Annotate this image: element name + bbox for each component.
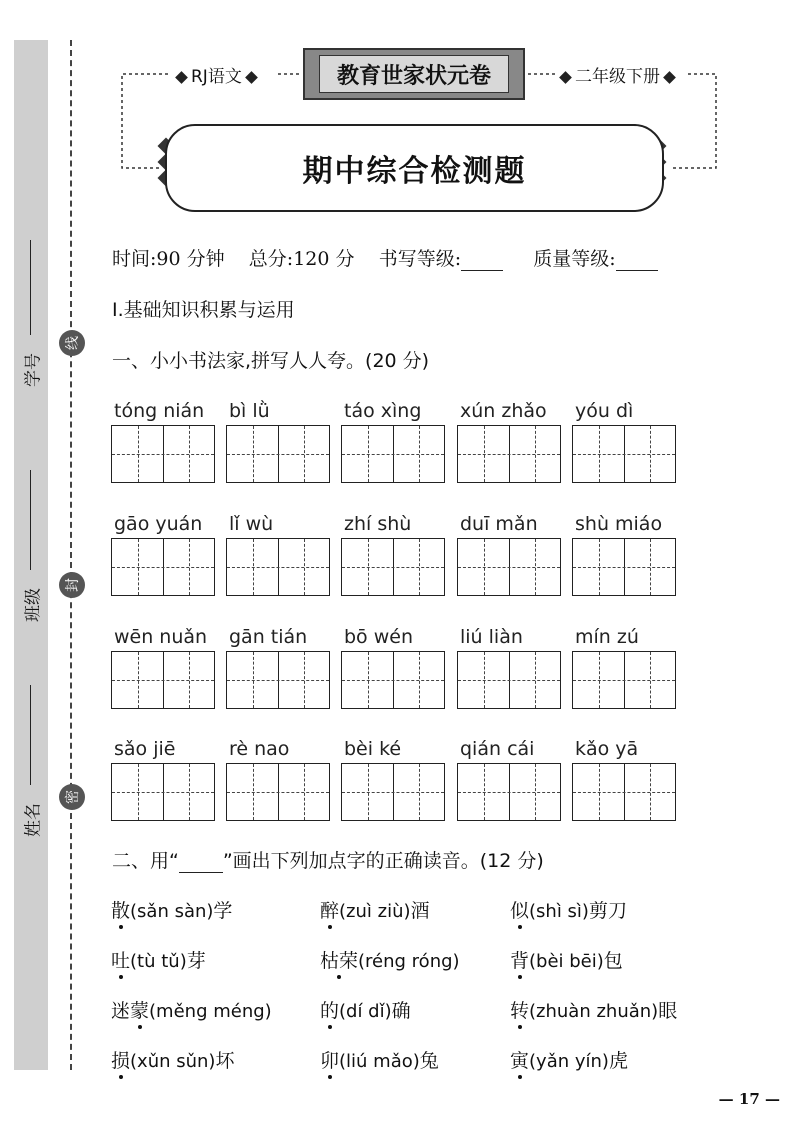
pinyin-options[interactable]: (měng méng) <box>149 1001 272 1022</box>
cut-mark-seal: 封 <box>59 572 85 598</box>
writing-grid[interactable] <box>572 763 676 821</box>
grade-tag: 二年级下册 <box>556 62 679 87</box>
brand-banner <box>303 48 525 100</box>
class-label: 班级 <box>23 588 44 622</box>
writing-grid[interactable] <box>572 651 676 709</box>
writing-grid[interactable] <box>111 763 215 821</box>
pinyin-prompt: rè nao <box>229 738 290 760</box>
writing-grid[interactable] <box>457 425 561 483</box>
exam-info-line <box>112 244 658 271</box>
pinyin-prompt: zhí shù <box>344 513 412 535</box>
writing-grid[interactable] <box>341 763 445 821</box>
word-suffix: 虎 <box>608 1050 628 1072</box>
pinyin-prompt: yóu dì <box>575 400 634 422</box>
word-suffix: 坏 <box>215 1050 235 1072</box>
name-blank[interactable] <box>30 685 31 785</box>
question-2-title: 二、用“ ”画出下列加点字的正确读音。(12 分) <box>112 850 544 872</box>
pinyin-prompt: sǎo jiē <box>114 738 176 760</box>
pinyin-prompt: lǐ wù <box>229 513 274 535</box>
writing-grid[interactable] <box>572 538 676 596</box>
writing-grid[interactable] <box>341 425 445 483</box>
pinyin-options[interactable]: (dí dǐ) <box>339 1001 392 1022</box>
page-number: — 17 — <box>718 1090 780 1108</box>
brand-title: 教育世家状元卷 <box>319 55 509 93</box>
student-id-blank[interactable] <box>30 240 31 335</box>
cut-mark-secret: 密 <box>59 784 85 810</box>
pinyin-options[interactable]: (xǔn sǔn) <box>130 1051 216 1072</box>
word-suffix: 眼 <box>658 1000 678 1022</box>
word-prefix: 迷 <box>111 1000 131 1022</box>
pinyin-prompt: duī mǎn <box>460 513 538 535</box>
section-title: Ⅰ.基础知识积累与运用 <box>112 299 295 321</box>
word-suffix: 确 <box>391 1000 411 1022</box>
pinyin-prompt: táo xìng <box>344 400 422 422</box>
writing-grid[interactable] <box>226 538 330 596</box>
writing-grid[interactable] <box>226 651 330 709</box>
pinyin-prompt: gān tián <box>229 626 308 648</box>
pinyin-prompt: gāo yuán <box>114 513 203 535</box>
writing-grid[interactable] <box>457 763 561 821</box>
reading-choice-item[interactable] <box>320 946 460 973</box>
pinyin-prompt: mín zú <box>575 626 639 648</box>
pinyin-options[interactable]: (liú mǎo) <box>339 1051 420 1072</box>
pinyin-options[interactable]: (bèi bēi) <box>529 951 604 972</box>
pinyin-options[interactable]: (réng róng) <box>358 951 460 972</box>
reading-choice-item[interactable] <box>320 896 430 923</box>
writing-grid[interactable] <box>457 651 561 709</box>
pinyin-prompt: tóng nián <box>114 400 205 422</box>
time-info: 时间:90 分钟 <box>112 248 225 270</box>
writing-grid[interactable] <box>341 538 445 596</box>
student-id-label: 学号 <box>23 353 44 387</box>
writing-grid[interactable] <box>111 425 215 483</box>
pinyin-prompt: bì lǜ <box>229 400 270 422</box>
pinyin-options[interactable]: (sǎn sàn) <box>130 901 214 922</box>
writing-grade-blank[interactable] <box>461 252 503 271</box>
pinyin-prompt: kǎo yā <box>575 738 639 760</box>
dotted-char: 损 <box>111 1050 131 1072</box>
pinyin-options[interactable]: (yǎn yín) <box>529 1051 609 1072</box>
reading-choice-item[interactable] <box>320 996 411 1023</box>
total-info: 总分:120 分 <box>248 248 355 270</box>
dotted-char: 转 <box>510 1000 530 1022</box>
word-suffix: 学 <box>213 900 233 922</box>
pinyin-options[interactable]: (shì sì) <box>529 901 589 922</box>
dotted-char: 寅 <box>510 1050 530 1072</box>
dotted-char: 散 <box>111 900 131 922</box>
writing-grid[interactable] <box>226 763 330 821</box>
pinyin-prompt: bō wén <box>344 626 413 648</box>
dotted-char: 的 <box>320 1000 340 1022</box>
writing-grid[interactable] <box>572 425 676 483</box>
reading-choice-item[interactable] <box>510 946 623 973</box>
writing-grade-label: 书写等级: <box>378 248 462 270</box>
pinyin-prompt: wēn nuǎn <box>114 626 208 648</box>
reading-choice-item[interactable] <box>111 946 206 973</box>
writing-grid[interactable] <box>226 425 330 483</box>
quality-grade-label: 质量等级: <box>533 248 616 270</box>
reading-choice-item[interactable] <box>510 1046 628 1073</box>
word-suffix: 包 <box>603 950 623 972</box>
writing-grid[interactable] <box>457 538 561 596</box>
reading-choice-item[interactable] <box>510 896 627 923</box>
pinyin-prompt: shù miáo <box>575 513 663 535</box>
pinyin-prompt: xún zhǎo <box>460 400 547 422</box>
reading-choice-item[interactable] <box>111 896 232 923</box>
pinyin-prompt: bèi ké <box>344 738 402 760</box>
reading-choice-item[interactable] <box>111 996 272 1023</box>
dotted-char: 卯 <box>320 1050 340 1072</box>
pinyin-options[interactable]: (tù tǔ) <box>130 951 187 972</box>
dotted-char: 枯荣 <box>320 950 359 972</box>
dotted-char: 蒙 <box>130 1000 150 1022</box>
dotted-char: 似 <box>510 900 530 922</box>
pinyin-options[interactable]: (zhuàn zhuǎn) <box>529 1001 659 1022</box>
dotted-char: 醉 <box>320 900 340 922</box>
quality-grade-blank[interactable] <box>616 252 658 271</box>
question-1-title: 一、小小书法家,拼写人人夸。(20 分) <box>112 350 430 372</box>
name-label: 姓名 <box>23 803 44 837</box>
cut-mark-line: 线 <box>59 330 85 356</box>
reading-choice-item[interactable] <box>320 1046 439 1073</box>
pinyin-prompt: qián cái <box>460 738 535 760</box>
dotted-char: 吐 <box>111 950 131 972</box>
word-suffix: 兔 <box>419 1050 439 1072</box>
underline-sample <box>179 854 223 873</box>
writing-grid[interactable] <box>111 538 215 596</box>
pinyin-options[interactable]: (zuì ziù) <box>339 901 411 922</box>
writing-grid[interactable] <box>111 651 215 709</box>
reading-choice-item[interactable] <box>510 996 677 1023</box>
pinyin-prompt: liú liàn <box>460 626 523 648</box>
writing-grid[interactable] <box>341 651 445 709</box>
exam-title: 期中综合检测题 <box>165 124 664 212</box>
word-suffix: 酒 <box>410 900 430 922</box>
word-suffix: 剪刀 <box>588 900 627 922</box>
word-suffix: 芽 <box>186 950 206 972</box>
subject-tag: RJ语文 <box>172 62 261 87</box>
reading-choice-item[interactable] <box>111 1046 234 1073</box>
dotted-char: 背 <box>510 950 530 972</box>
class-blank[interactable] <box>30 470 31 570</box>
